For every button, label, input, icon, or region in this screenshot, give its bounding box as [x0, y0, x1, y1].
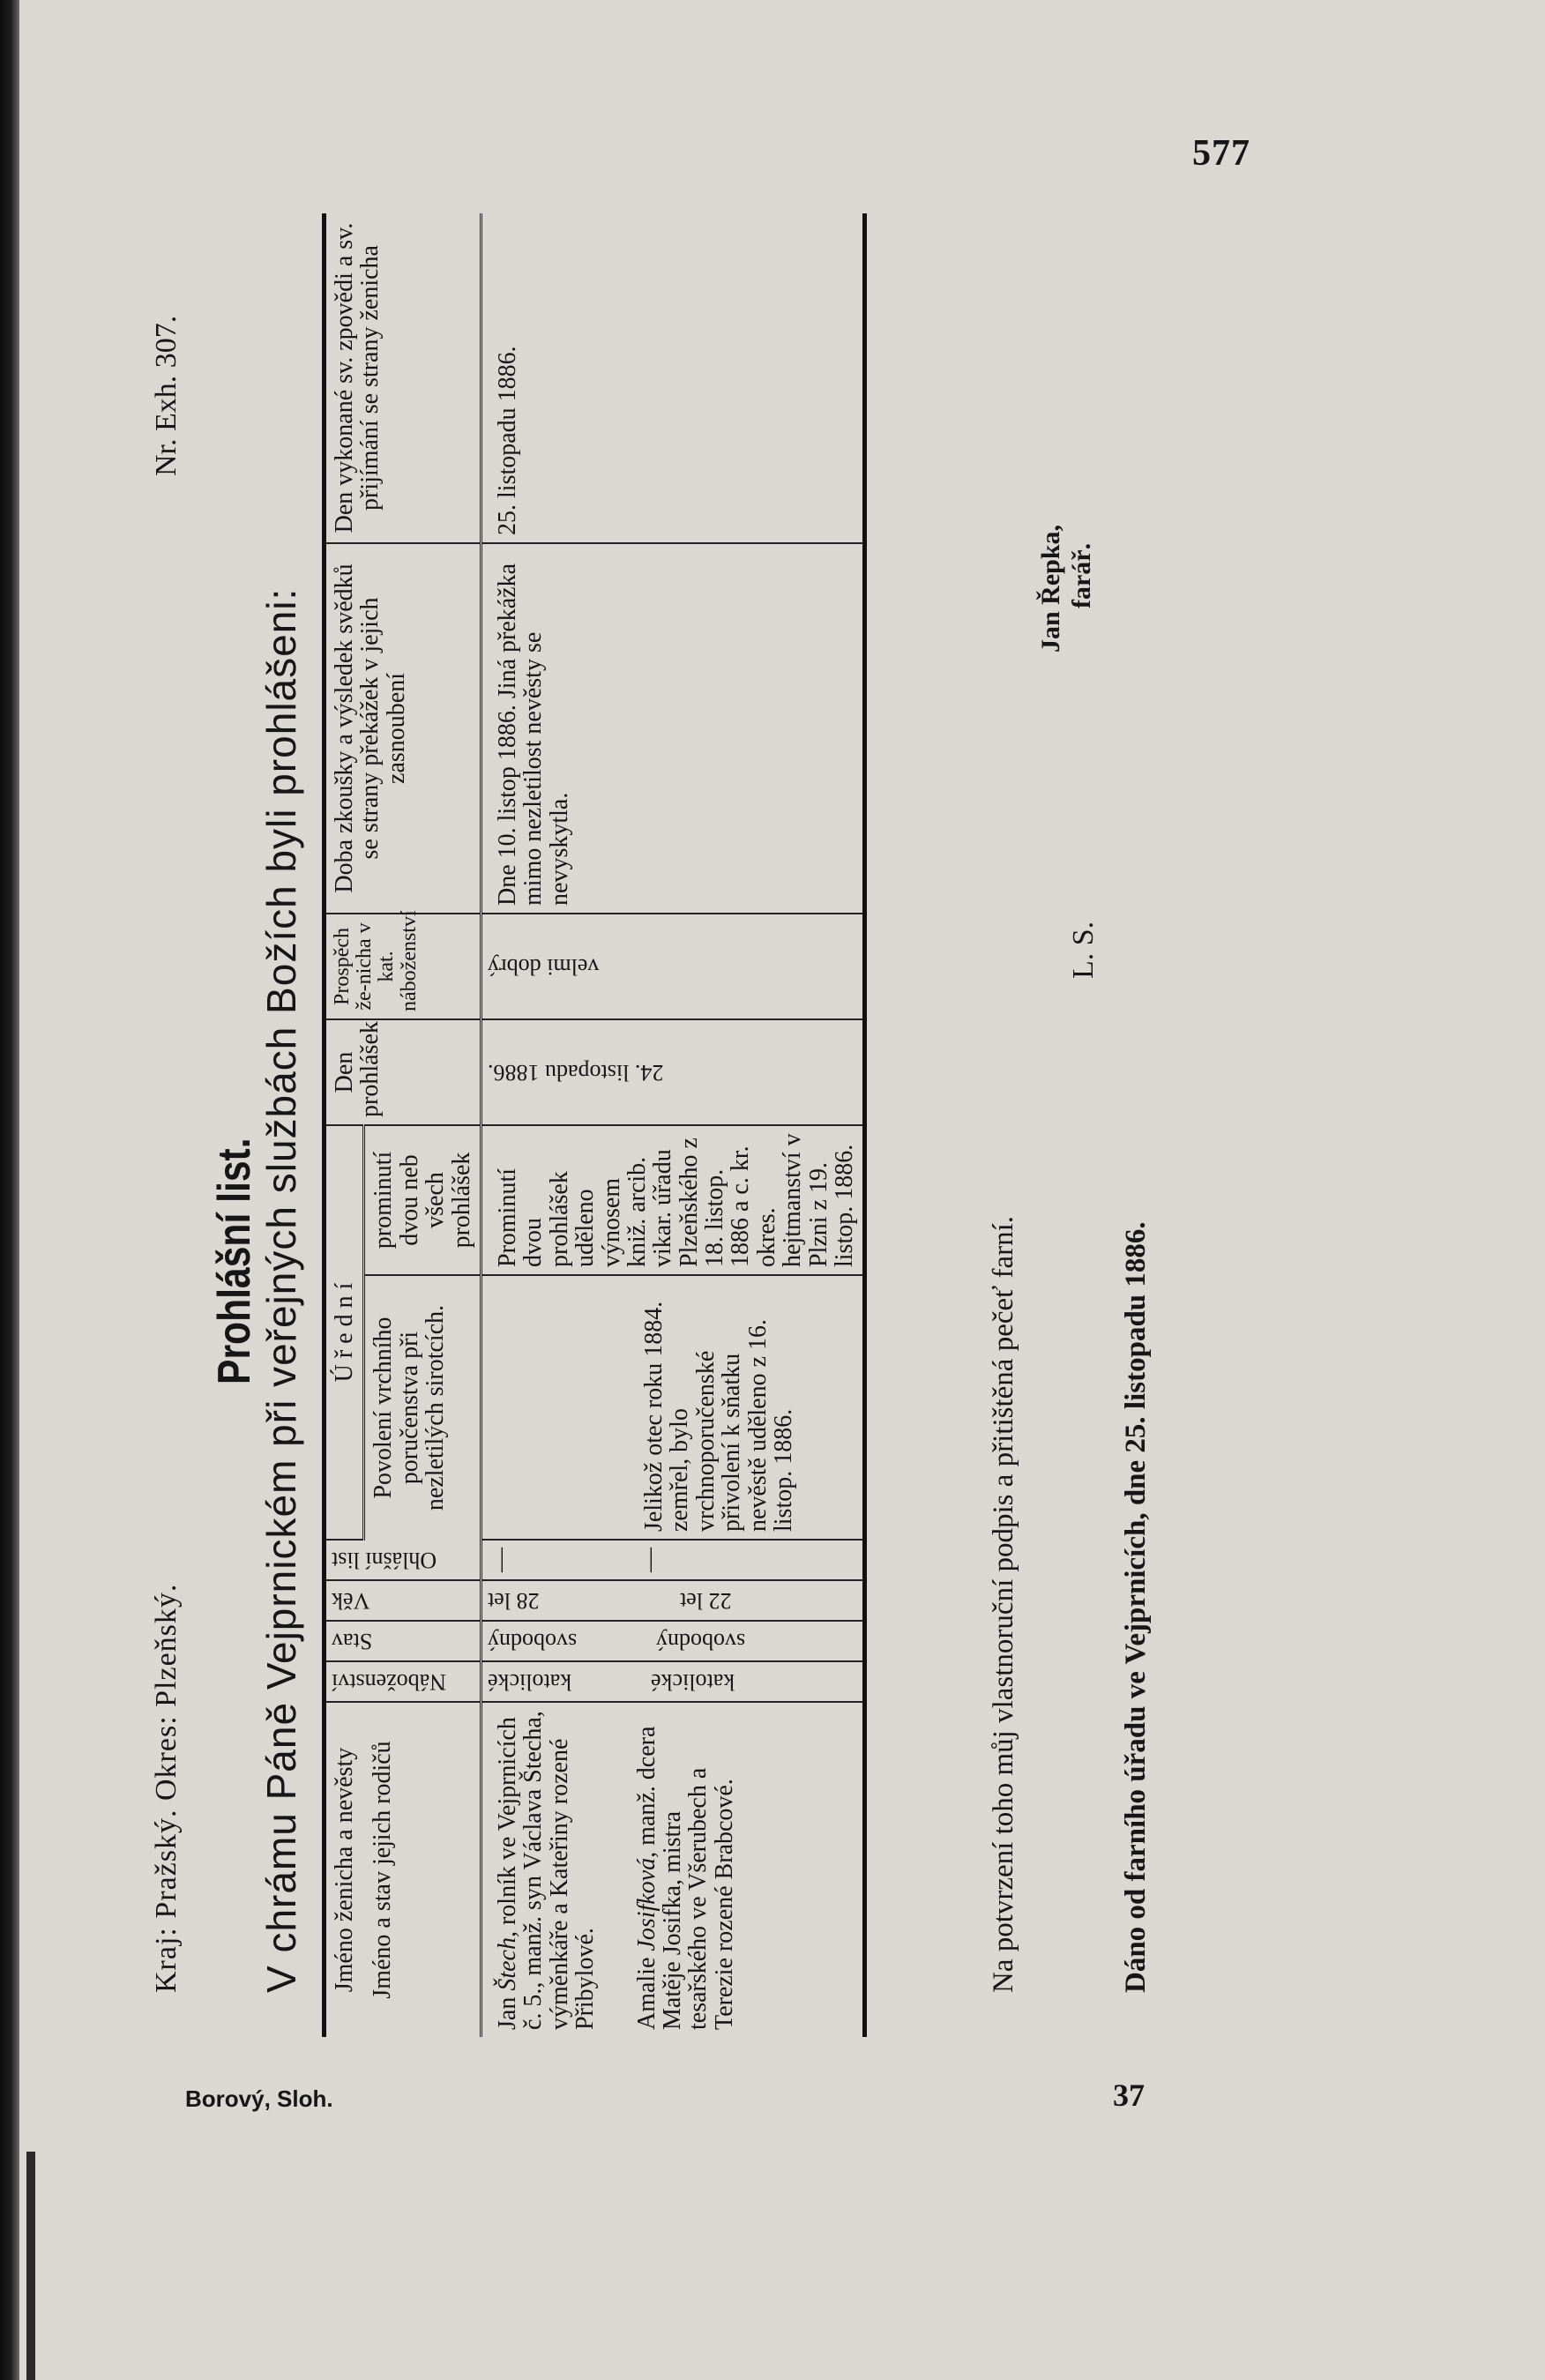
names-cell [481, 1702, 864, 2037]
zpoved-cell: 25. listopadu 1886. [481, 213, 864, 543]
exhibit-number: Nr. Exh. 307. [150, 315, 183, 476]
signature-name: Jan Řepka, [1036, 524, 1065, 653]
header-povoleni: Povolení vrchního poručenstva při nezletilých sirotcích. [364, 1275, 481, 1540]
header-oblasni: Ohlášní list [325, 1540, 481, 1580]
groom-religion: katolické [487, 1668, 572, 1695]
seal-mark: L. S. [1067, 921, 1100, 979]
scan-edge [0, 0, 19, 2380]
page-number: 577 [1192, 133, 1250, 174]
groom-status: svobodný [487, 1628, 578, 1654]
confirmation-line: Na potvrzení toho můj vlastnoruční podpis a přitištěná pečeť farní. [988, 1215, 1019, 1993]
signature-title: farář. [1067, 542, 1096, 608]
rotated-page-content [150, 203, 1243, 2055]
doba-cell: Dne 10. listop 1886. Jiná překážka mimo nezletilost nevěsty se nevyskytla. [481, 543, 864, 914]
povoleni-cell: Jelikož otec roku 1884. zemřel, bylo vrchnoporučenské přivolení k sňatku nevěstě uděleno z 16. listop. 1886. [481, 1275, 864, 1540]
sheet-number: 37 [1113, 2078, 1145, 2113]
region-line: Kraj: Pražský. Okres: Plzeňský. [150, 1583, 183, 1993]
groom-oblasni: — [486, 1548, 514, 1572]
bride-status: svobodný [656, 1628, 746, 1654]
bride-oblasni: — [636, 1548, 664, 1572]
header-age: Věk [325, 1580, 481, 1621]
document-subtitle: V chrámu Páně Vejprnickém při veřejných službách Božích byli prohlášeni: [258, 587, 304, 1993]
scan-edge-mark [26, 2152, 35, 2380]
register-table [322, 213, 867, 2037]
header-prominuti: prominutí dvou neb všech prohlášek [364, 1125, 481, 1275]
header-religion: Náboženství [325, 1661, 481, 1702]
status-cell [481, 1621, 864, 1661]
oblasni-cell [481, 1540, 864, 1580]
header-status: Stav [325, 1621, 481, 1661]
den-prohlasek-cell: 24. listopadu 1886. [481, 1019, 864, 1125]
header-names-top: Jméno ženicha a nevěsty [331, 1747, 358, 1993]
header-prospech: Prospěch že-nicha v kat. náboženství [325, 914, 481, 1019]
document-title: Prohlášní list. [209, 1138, 260, 1384]
bride-entry: Amalie Josifková, manž. dcera Matěje Josifka, mistra tesařského ve Všerubech a Terezie rozené Brabcové. [632, 1726, 738, 2030]
prominuti-cell: Prominutí dvou prohlášek uděleno výnosem kniž. arcib. vikar. úřadu Plzeňského z 18. listop. 1886 a c. kr. okres. hejtmanství v Plzni z 19. listop. 1886. [481, 1125, 864, 1275]
header-den-prohlasek: Den prohlášek [325, 1019, 481, 1125]
religion-cell [481, 1661, 864, 1702]
header-doba-zkousky: Doba zkoušky a výsledek svědků se strany překážek v jejich zasnoubení [325, 543, 481, 914]
header-urad: Ú ř e d n í [325, 1125, 364, 1540]
header-den-zpovedi: Den vykonané sv. zpovědi a sv. přijímání se strany ženicha [325, 213, 481, 543]
prospech-cell: velmi dobrý [481, 914, 864, 1019]
printer-imprint: Borový, Sloh. [185, 2085, 333, 2112]
age-cell [481, 1580, 864, 1621]
groom-entry: Jan Štech, rolník ve Vejprnicích č. 5., manž. syn Václava Štecha, výměnkáře a Kateřiny rozené Přibylové. [493, 1711, 600, 2030]
groom-age: 28 let [487, 1587, 540, 1614]
bride-religion: katolické [651, 1668, 735, 1695]
header-names [325, 1702, 481, 2037]
table-row-couple [481, 213, 864, 2037]
header-names-bottom: Jméno a stav jejich rodičů [369, 1741, 397, 1999]
bride-age: 22 let [680, 1587, 732, 1614]
dated-line: Dáno od farního úřadu ve Vejprnicích, dne 25. listopadu 1886. [1120, 1221, 1152, 1993]
